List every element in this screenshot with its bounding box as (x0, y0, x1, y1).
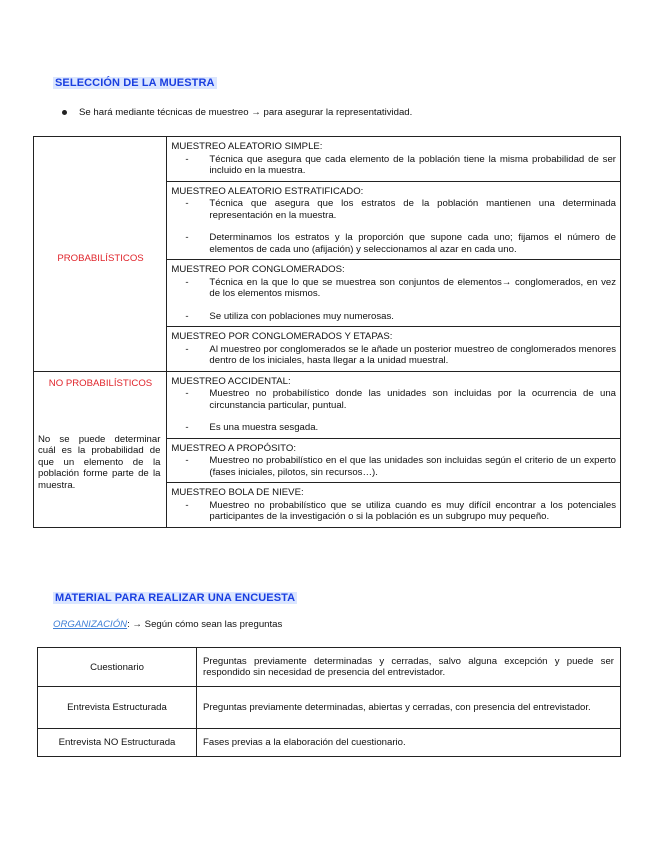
method-cell: MUESTREO POR CONGLOMERADOS: - Técnica en la que lo que se muestrea son conjuntos de elementos→ conglomerados, en vez de los elementos mismos. - Se utiliza con poblaciones muy numerosas. (167, 260, 621, 327)
method-item: Muestreo no probabilístico en el que las unidades son incluidas según el criterio de un experto (fases iniciales, pilotos, sin recursos…). (209, 455, 616, 478)
method-title: MUESTREO ALEATORIO SIMPLE: (171, 141, 323, 152)
bullet-item (62, 107, 412, 118)
section-heading-material: MATERIAL PARA REALIZAR UNA ENCUESTA (55, 592, 296, 604)
method-item: Determinamos los estratos y la proporción que supone cada uno; fijamos el número de elementos de cada uno (afijación) y seleccionamos al azar en cada uno. (209, 232, 616, 255)
method-item: Se utiliza con poblaciones muy numerosas. (209, 310, 394, 322)
noprob-category-cell (34, 371, 167, 527)
material-description: Fases previas a la elaboración del cuestionario. (197, 729, 621, 757)
bullet-text: Se hará mediante técnicas de muestreo → para asegurar la representatividad. (79, 107, 413, 118)
bullet-icon (62, 110, 67, 115)
organization-link[interactable]: ORGANIZACIÓN (53, 619, 128, 630)
prob-category-cell (34, 137, 167, 372)
method-item: Muestreo no probabilístico donde las unidades son incluidas por la ocurrencia de una circunstancia particular, puntual. (209, 388, 616, 411)
method-item: Muestreo no probabilístico que se utiliza cuando es muy difícil encontrar a los potenciales participantes de la investigación o si la población es un subgrupo muy pequeño. (209, 499, 616, 522)
material-description: Preguntas previamente determinadas y cerradas, salvo alguna excepción y puede ser respondido sin necesidad de presencia del entrevistador. (197, 648, 621, 687)
method-title: MUESTREO BOLA DE NIEVE: (171, 487, 304, 498)
method-cell: MUESTREO ACCIDENTAL: - Muestreo no probabilístico donde las unidades son incluidas por la ocurrencia de una circunstancia particular, puntual. - Es una muestra sesgada. (167, 371, 621, 438)
material-description: Preguntas previamente determinadas, abiertas y cerradas, con presencia del entrevistador. (197, 687, 621, 729)
method-item: Técnica que asegura que cada elemento de la población tiene la misma probabilidad de ser incluido en la muestra. (209, 153, 616, 176)
sampling-table (33, 136, 621, 528)
method-cell: MUESTREO A PROPÓSITO: - Muestreo no probabilístico en el que las unidades son incluidas según el criterio de un experto (fases iniciales, pilotos, sin recursos…). (167, 438, 621, 483)
method-title: MUESTREO A PROPÓSITO: (171, 442, 296, 454)
method-item: Es una muestra sesgada. (209, 422, 319, 433)
method-item: Técnica que asegura que los estratos de la población mantienen una determinada representación en la muestra. (209, 198, 616, 221)
prob-category-label: PROBABILÍSTICOS (57, 253, 144, 264)
material-type: Cuestionario (38, 648, 197, 687)
method-cell: MUESTREO POR CONGLOMERADOS Y ETAPAS: - Al muestreo por conglomerados se le añade un posterior muestreo de conglomerados menores dentro de los iniciales, hasta llegar a la unidad muestral. (167, 327, 621, 372)
method-title: MUESTREO POR CONGLOMERADOS Y ETAPAS: (171, 331, 393, 342)
method-title: MUESTREO ACCIDENTAL: (171, 375, 291, 387)
material-type: Entrevista NO Estructurada (38, 729, 197, 757)
survey-material-table (37, 647, 621, 757)
noprob-description: No se puede determinar cuál es la probabilidad de que un elemento de la población forme parte de la muestra. (38, 433, 161, 491)
method-cell: MUESTREO ALEATORIO ESTRATIFICADO: - Técnica que asegura que los estratos de la población mantienen una determinada representación en la muestra. - Determinamos los estratos y la proporción que supone cada uno; fijamos el número de elementos de cada uno (afijación) y seleccionamos al azar en cada uno. (167, 181, 621, 260)
method-item: Al muestreo por conglomerados se le añade un posterior muestreo de conglomerados menores dentro de los iniciales, hasta llegar a la unidad muestral. (209, 343, 616, 366)
organization-line (53, 619, 282, 630)
method-title: MUESTREO ALEATORIO ESTRATIFICADO: (171, 185, 364, 197)
section-heading-seleccion: SELECCIÓN DE LA MUESTRA (55, 77, 215, 89)
method-item: Técnica en la que lo que se muestrea son conjuntos de elementos→ conglomerados, en vez de los elementos mismos. (209, 276, 616, 299)
noprob-category-label: NO PROBABILÍSTICOS (48, 377, 153, 389)
method-title: MUESTREO POR CONGLOMERADOS: (171, 264, 345, 275)
organization-text: : → Según cómo sean las preguntas (127, 619, 283, 630)
material-type: Entrevista Estructurada (38, 687, 197, 729)
method-cell: MUESTREO BOLA DE NIEVE: - Muestreo no probabilístico que se utiliza cuando es muy difícil encontrar a los potenciales participantes de la investigación o si la población es un subgrupo muy pequeño. (167, 483, 621, 528)
method-cell: MUESTREO ALEATORIO SIMPLE: - Técnica que asegura que cada elemento de la población tiene la misma probabilidad de ser incluido en la muestra. (167, 137, 621, 182)
